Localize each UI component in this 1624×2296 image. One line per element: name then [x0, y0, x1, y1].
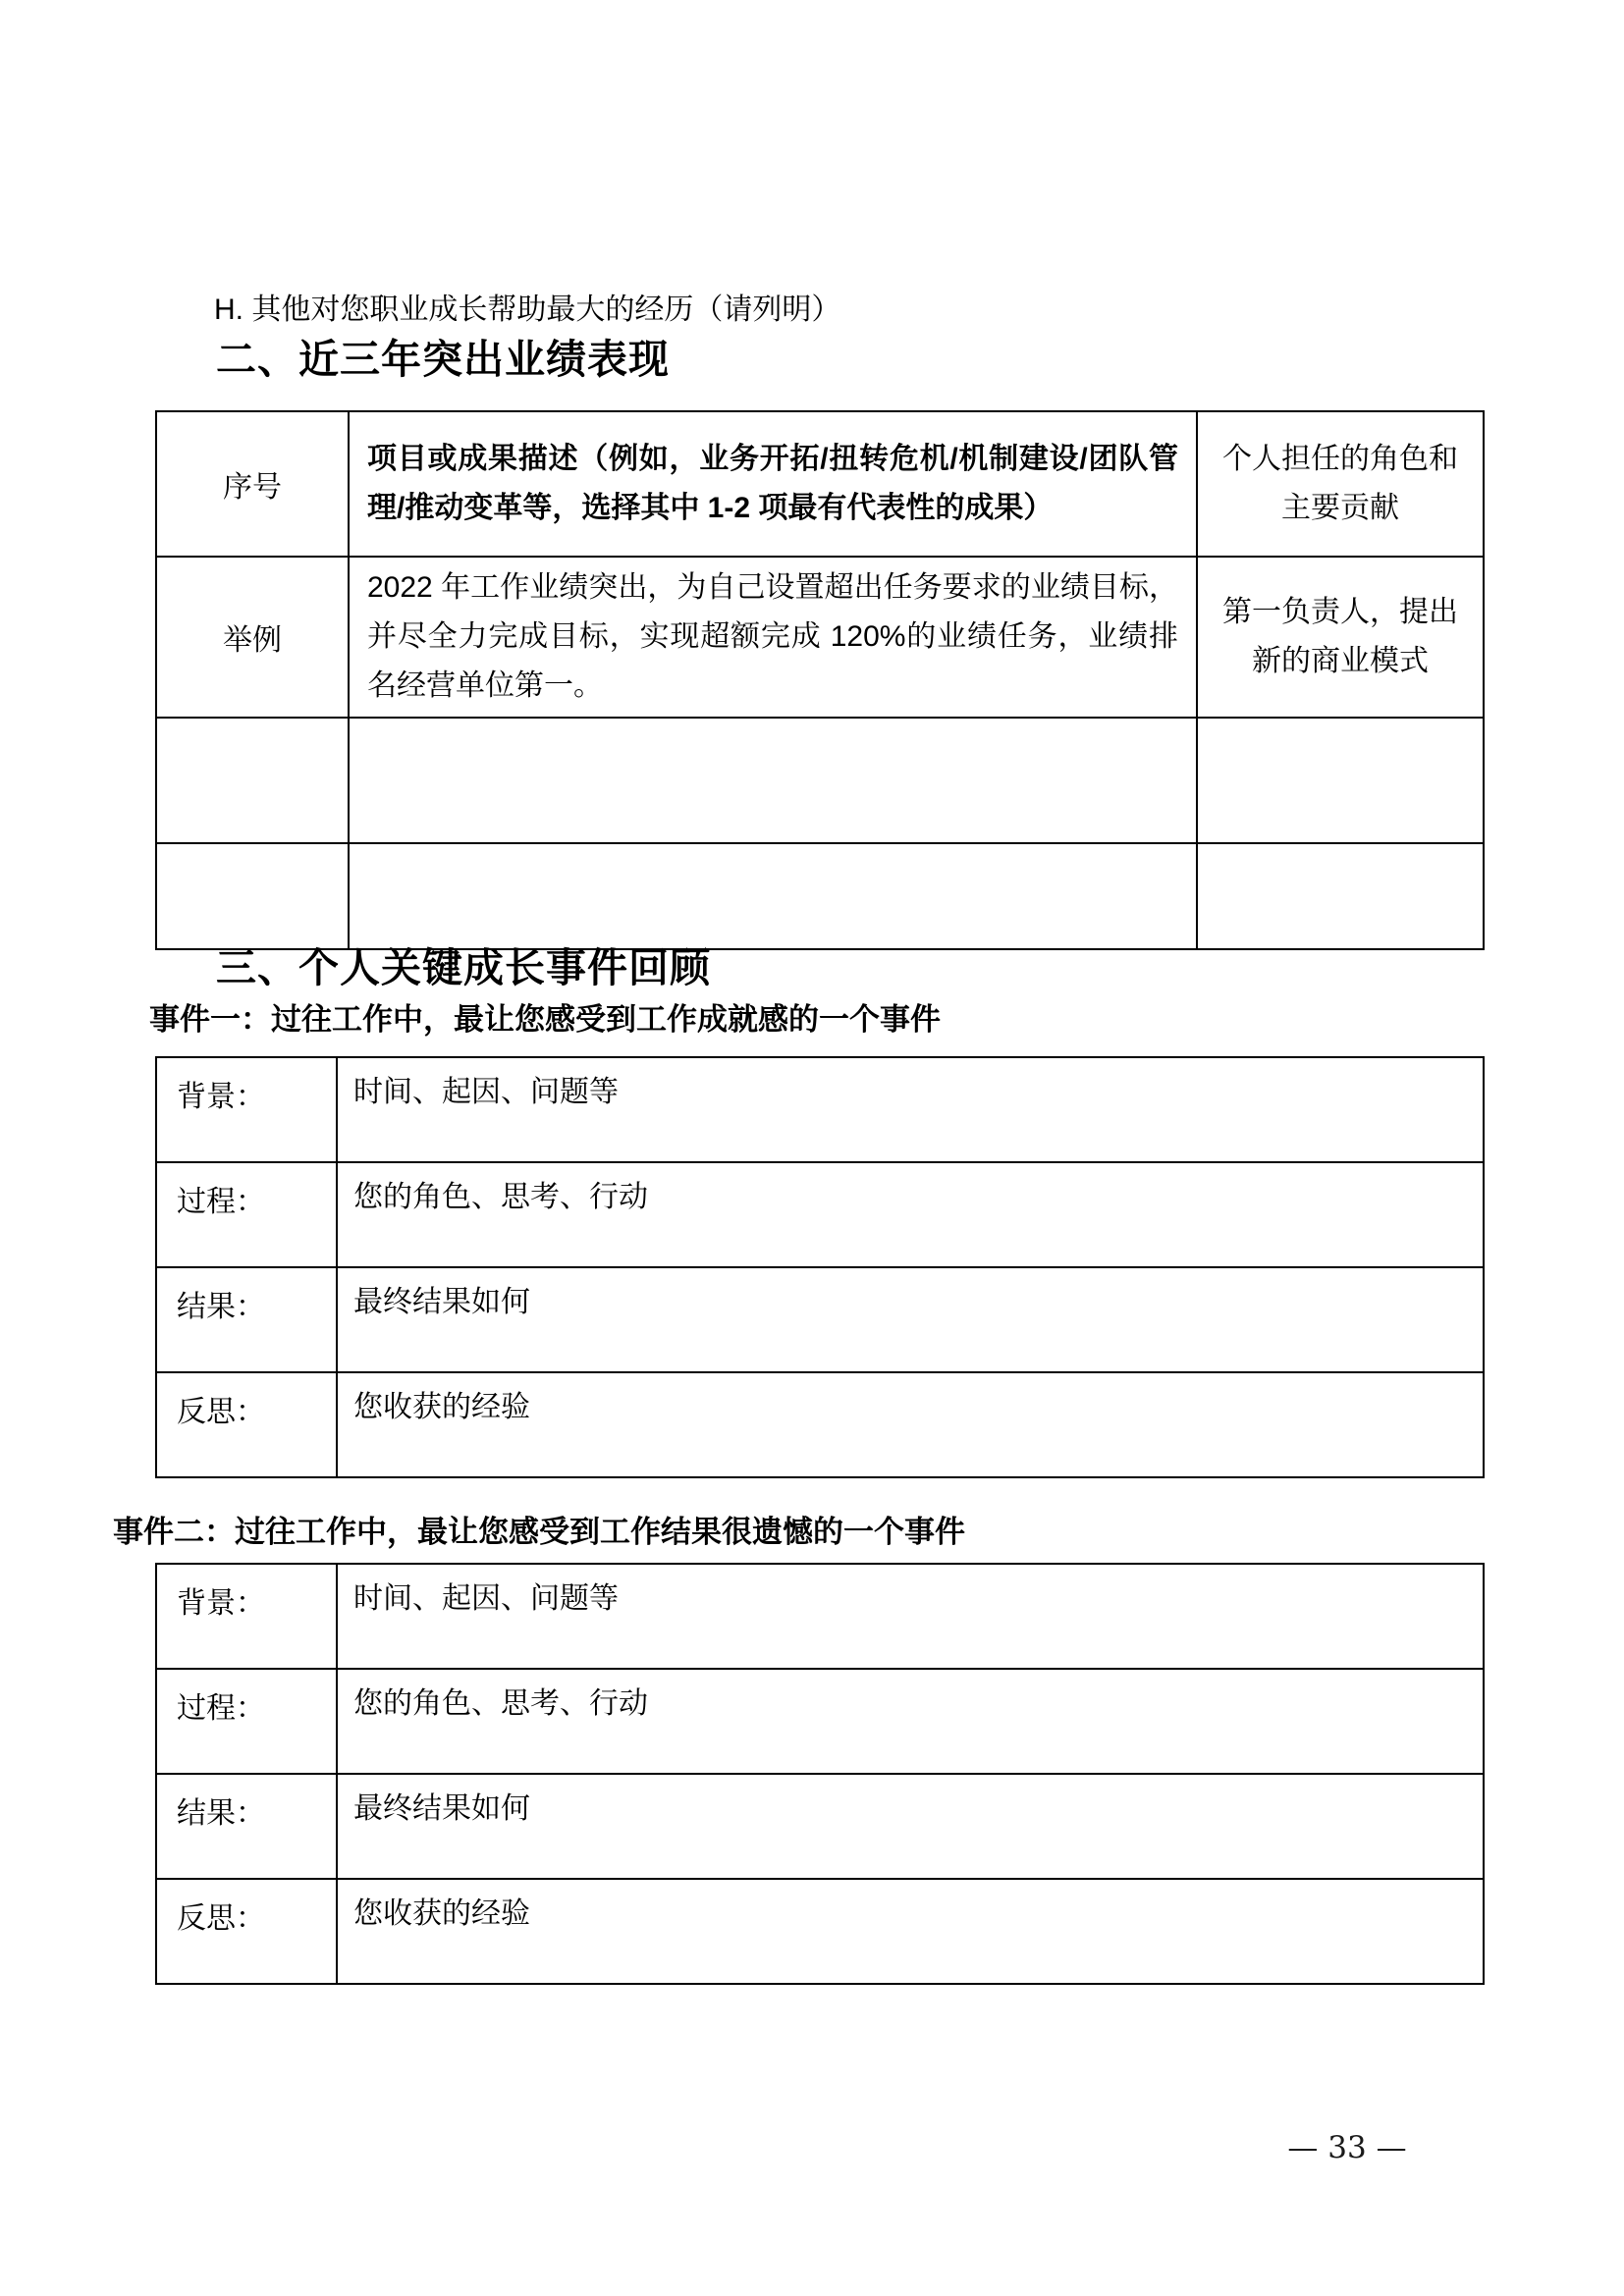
- empty-cell-role[interactable]: [1197, 718, 1484, 843]
- performance-table-example-row: [156, 557, 1484, 718]
- page-number: — 33 —: [1287, 2130, 1407, 2165]
- event1-title: 事件一：过往工作中，最让您感受到工作成就感的一个事件: [149, 1002, 941, 1037]
- event2-table: [155, 1563, 1485, 1985]
- row-hint-field[interactable]: 您收获的经验: [337, 1372, 1484, 1477]
- section3-title: 三、个人关键成长事件回顾: [216, 945, 711, 990]
- row-hint-field[interactable]: 您的角色、思考、行动: [337, 1669, 1484, 1774]
- row-label: 反思：: [156, 1879, 337, 1984]
- event2-row-result: [156, 1774, 1484, 1879]
- header-cell-role: 个人担任的角色和主要贡献: [1197, 411, 1484, 557]
- event1-row-process: [156, 1162, 1484, 1267]
- example-cell-no: 举例: [156, 557, 349, 718]
- row-label: 过程：: [156, 1162, 337, 1267]
- row-label: 结果：: [156, 1267, 337, 1372]
- example-cell-role: 第一负责人，提出新的商业模式: [1197, 557, 1484, 718]
- row-hint-field[interactable]: 您的角色、思考、行动: [337, 1162, 1484, 1267]
- event1-row-background: [156, 1057, 1484, 1162]
- list-item-h: H. 其他对您职业成长帮助最大的经历（请列明）: [214, 294, 841, 326]
- event1-row-result: [156, 1267, 1484, 1372]
- event2-title: 事件二：过往工作中，最让您感受到工作结果很遗憾的一个事件: [113, 1515, 965, 1549]
- event2-row-reflection: [156, 1879, 1484, 1984]
- empty-cell-no[interactable]: [156, 843, 349, 949]
- empty-cell-description[interactable]: [349, 843, 1197, 949]
- row-hint-field[interactable]: 最终结果如何: [337, 1267, 1484, 1372]
- event2-row-background: [156, 1564, 1484, 1669]
- row-hint-field[interactable]: 您收获的经验: [337, 1879, 1484, 1984]
- performance-table-empty-row: [156, 843, 1484, 949]
- event2-row-process: [156, 1669, 1484, 1774]
- header-cell-description: 项目或成果描述（例如，业务开拓/扭转危机/机制建设/团队管理/推动变革等，选择其中 1-2 项最有代表性的成果）: [349, 411, 1197, 557]
- performance-table-header-row: [156, 411, 1484, 557]
- row-hint-field[interactable]: 最终结果如何: [337, 1774, 1484, 1879]
- row-label: 结果：: [156, 1774, 337, 1879]
- empty-cell-no[interactable]: [156, 718, 349, 843]
- performance-table: [155, 410, 1485, 950]
- section2-title: 二、近三年突出业绩表现: [216, 337, 670, 382]
- empty-cell-role[interactable]: [1197, 843, 1484, 949]
- row-label: 背景：: [156, 1057, 337, 1162]
- row-hint-field[interactable]: 时间、起因、问题等: [337, 1564, 1484, 1669]
- row-label: 反思：: [156, 1372, 337, 1477]
- example-cell-description: 2022 年工作业绩突出，为自己设置超出任务要求的业绩目标，并尽全力完成目标，实现超额完成 120%的业绩任务，业绩排名经营单位第一。: [349, 557, 1197, 718]
- row-label: 背景：: [156, 1564, 337, 1669]
- header-cell-no: 序号: [156, 411, 349, 557]
- row-label: 过程：: [156, 1669, 337, 1774]
- performance-table-empty-row: [156, 718, 1484, 843]
- event1-row-reflection: [156, 1372, 1484, 1477]
- row-hint-field[interactable]: 时间、起因、问题等: [337, 1057, 1484, 1162]
- event1-table: [155, 1056, 1485, 1478]
- empty-cell-description[interactable]: [349, 718, 1197, 843]
